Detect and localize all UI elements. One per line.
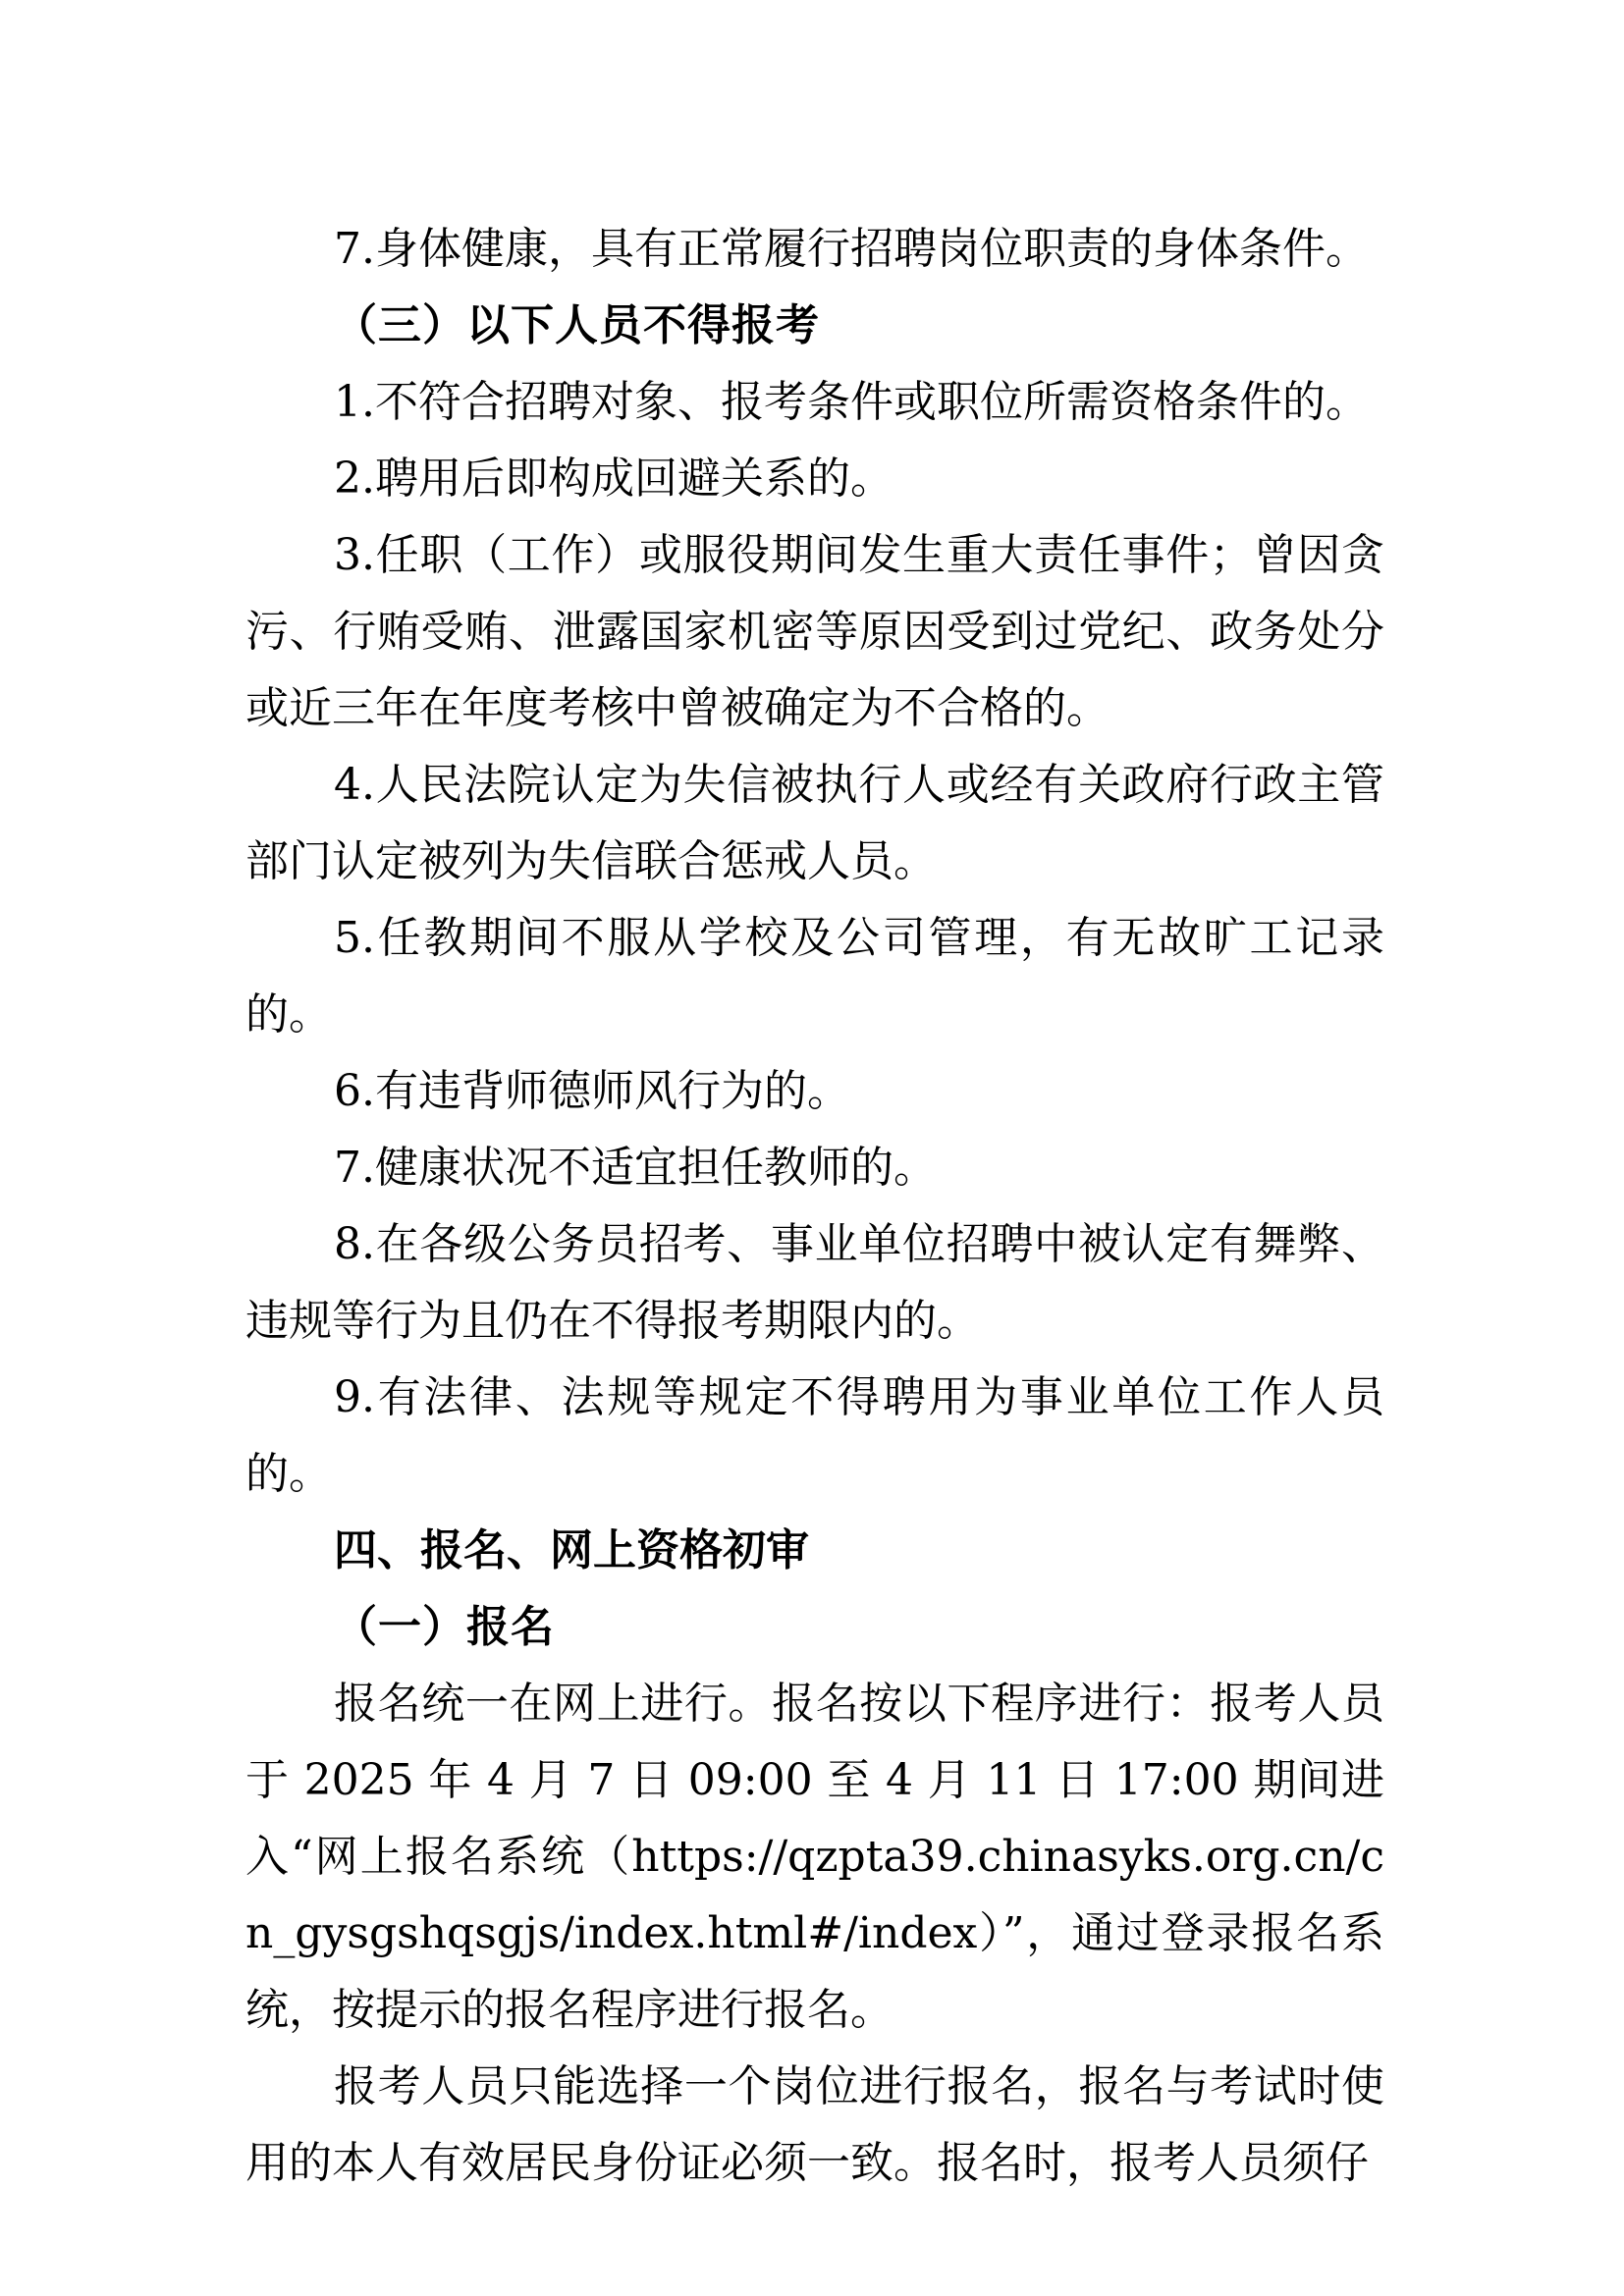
paragraph-registration-rules: 报考人员只能选择一个岗位进行报名，报名与考试时使用的本人有效居民身份证必须一致。报名时，报考人员须仔 <box>245 2061 1384 2188</box>
paragraph-health-condition: 7.身体健康，具有正常履行招聘岗位职责的身体条件。 <box>334 224 1369 274</box>
list-item-3: 3.任职（工作）或服役期间发生重大责任事件；曾因贪污、行贿受贿、泄露国家机密等原因受到过党纪、政务处分或近三年在年度考核中曾被确定为不合格的。 <box>245 530 1384 733</box>
list-item-5: 5.任教期间不服从学校及公司管理，有无故旷工记录的。 <box>245 913 1384 1040</box>
list-item-1: 1.不符合招聘对象、报考条件或职位所需资格条件的。 <box>334 377 1369 427</box>
document-page <box>245 211 1384 2202</box>
list-item-6: 6.有违背师德师风行为的。 <box>334 1066 850 1116</box>
subheading-registration: （一）报名 <box>334 1602 555 1652</box>
heading-disqualified-persons: （三）以下人员不得报考 <box>334 300 820 350</box>
list-item-9: 9.有法律、法规等规定不得聘用为事业单位工作人员的。 <box>245 1372 1384 1499</box>
list-item-7: 7.健康状况不适宜担任教师的。 <box>334 1143 937 1193</box>
paragraph-registration-procedure: 报名统一在网上进行。报名按以下程序进行：报考人员于 2025 年 4 月 7 日 09:00 至 4 月 11 日 17:00 期间进入“网上报名系统（https://qzpta39.chinasyks.org.cn/cn_gysgshqsgjs/index.html#/index）”，通过登录报名系统，按提示的报名程序进行报名。 <box>245 1679 1384 2035</box>
list-item-8: 8.在各级公务员招考、事业单位招聘中被认定有舞弊、违规等行为且仍在不得报考期限内的。 <box>245 1219 1384 1346</box>
list-item-2: 2.聘用后即构成回避关系的。 <box>334 454 893 504</box>
section-heading-registration: 四、报名、网上资格初审 <box>334 1525 809 1575</box>
list-item-4: 4.人民法院认定为失信被执行人或经有关政府行政主管部门认定被列为失信联合惩戒人员。 <box>245 760 1384 886</box>
